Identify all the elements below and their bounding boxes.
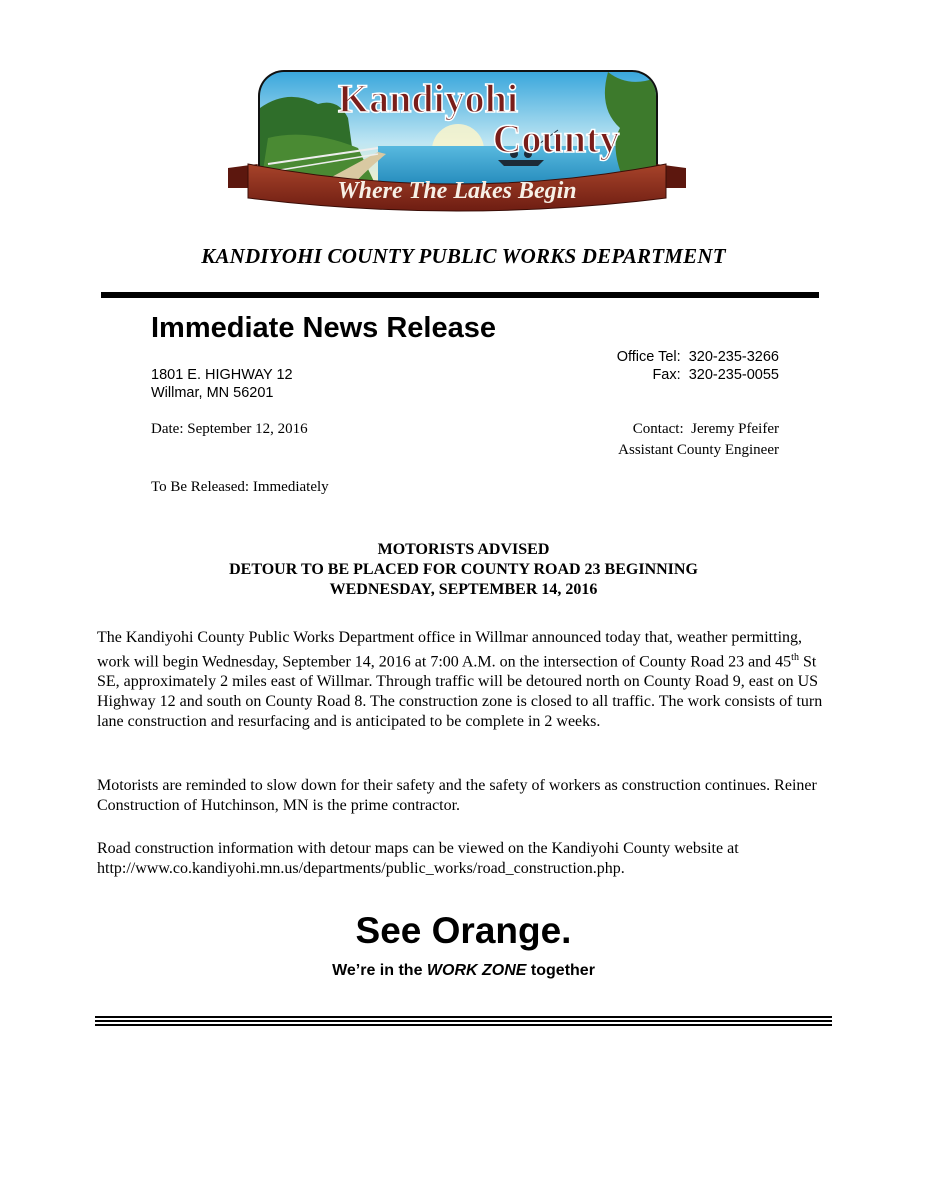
slogan-sub xyxy=(0,962,927,980)
construction-url: http://www.co.kandiyohi.mn.us/departments/public_works/road_construction.php. xyxy=(97,860,625,877)
release-date: Date: September 12, 2016 xyxy=(151,421,308,437)
logo-tagline: Where The Lakes Begin xyxy=(337,178,577,204)
contact-name: Contact: Jeremy Pfeifer xyxy=(632,421,779,437)
body-paragraph-3-text: Road construction information with detour maps can be viewed on the Kandiyohi County website at xyxy=(97,840,739,857)
body-paragraph-1-text-a: The Kandiyohi County Public Works Department office in Willmar announced today that, weather permitting, work will begin Wednesday, September 14, 2016 at 7:00 A.M. on the intersection of County Road 23 and 45 xyxy=(97,629,803,671)
ordinal-suffix: th xyxy=(791,652,799,663)
header-divider xyxy=(101,292,819,298)
body-paragraph-1-text-b: St SE, approximately 2 miles east of Willmar. Through traffic will be detoured north on County Road 9, east on US Highway 12 and south on County Road 8. The construction zone is closed to all traffic. The work consists of turn lane construction and resurfacing and is anticipated to be complete in 2 weeks. xyxy=(97,653,823,731)
county-logo-graphic xyxy=(228,68,686,218)
body-paragraph-1 xyxy=(97,628,837,732)
headline-line1: MOTORISTS ADVISED xyxy=(377,541,550,558)
footer-rule-3 xyxy=(95,1024,832,1026)
headline xyxy=(0,540,927,600)
footer-rule-2 xyxy=(95,1020,832,1022)
footer-rule-1 xyxy=(95,1016,832,1018)
slogan-sub-before: We’re in the xyxy=(332,962,427,979)
release-timing: To Be Released: Immediately xyxy=(151,479,329,495)
office-fax: Fax: 320-235-0055 xyxy=(652,367,779,383)
body-paragraph-2: Motorists are reminded to slow down for their safety and the safety of workers as construction continues. Reiner Construction of Hutchinson, MN is the prime contractor. xyxy=(97,777,817,814)
contact-title: Assistant County Engineer xyxy=(618,442,779,458)
office-tel: Office Tel: 320-235-3266 xyxy=(616,349,779,365)
logo-title-line2: County xyxy=(492,116,620,161)
address-street: 1801 E. HIGHWAY 12 xyxy=(151,367,293,383)
slogan-sub-after: together xyxy=(526,962,595,979)
department-title: KANDIYOHI COUNTY PUBLIC WORKS DEPARTMENT xyxy=(201,244,726,268)
address-city: Willmar, MN 56201 xyxy=(151,385,274,401)
slogan-main: See Orange. xyxy=(355,910,572,951)
body-paragraph-3 xyxy=(97,839,837,879)
county-logo xyxy=(228,68,686,218)
headline-line3: WEDNESDAY, SEPTEMBER 14, 2016 xyxy=(329,581,598,598)
release-title: Immediate News Release xyxy=(151,312,496,344)
slogan-sub-emphasis: WORK ZONE xyxy=(426,962,527,979)
headline-line2: DETOUR TO BE PLACED FOR COUNTY ROAD 23 BEGINNING xyxy=(229,561,698,578)
logo-title-line1: Kandiyohi xyxy=(337,76,519,121)
